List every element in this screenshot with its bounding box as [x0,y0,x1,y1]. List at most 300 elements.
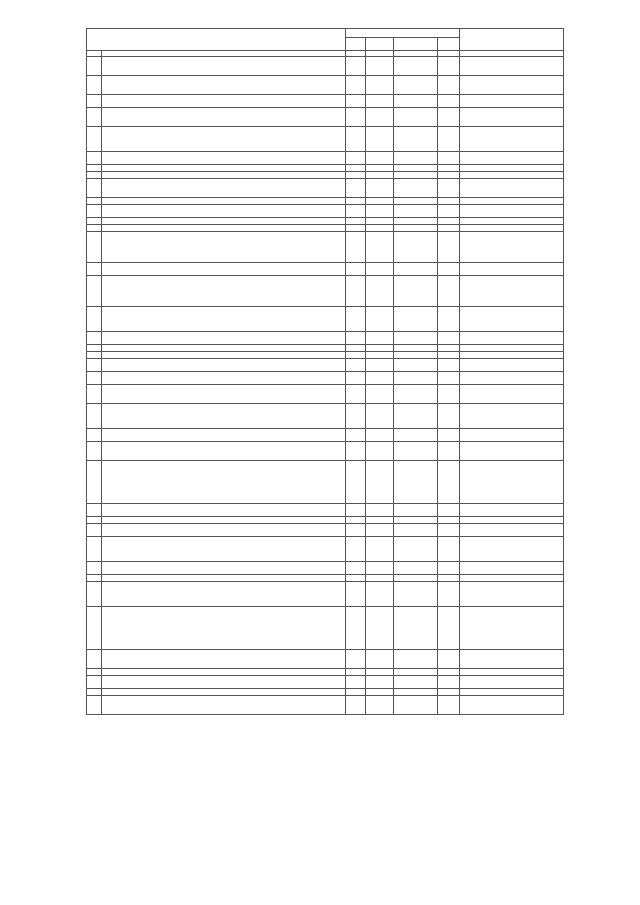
row-grbs [346,127,366,152]
row-section [366,198,394,205]
row-grbs [346,650,366,669]
row-name [102,218,346,225]
row-exp-type [438,429,460,442]
row-margin-cell [87,372,102,385]
row-name [102,307,346,332]
row-name [102,198,346,205]
row-exp-type [438,537,460,562]
row-name [102,676,346,689]
row-grbs [346,562,366,575]
table-row [87,345,564,352]
row-section [366,172,394,179]
row-target [394,442,438,461]
table-subtotal-row [87,517,564,524]
row-exp-type [438,152,460,165]
row-section [366,372,394,385]
row-target [394,232,438,263]
row-section [366,537,394,562]
row-amount [460,669,564,676]
row-section [366,650,394,669]
row-grbs [346,205,366,218]
table-subtotal-row [87,669,564,676]
row-margin-cell [87,172,102,179]
row-target [394,345,438,352]
row-margin-cell [87,669,102,676]
row-section [366,517,394,524]
row-name [102,575,346,582]
row-target [394,676,438,689]
table-row [87,650,564,669]
row-amount [460,198,564,205]
row-target [394,575,438,582]
row-name [102,504,346,517]
row-amount [460,582,564,607]
row-margin-cell [87,218,102,225]
row-name [102,517,346,524]
row-margin-cell [87,205,102,218]
table-row [87,127,564,152]
table-row [87,152,564,165]
row-grbs [346,429,366,442]
row-grbs [346,232,366,263]
row-target [394,172,438,179]
row-name [102,429,346,442]
row-name [102,607,346,650]
table-row [87,95,564,108]
row-amount [460,127,564,152]
row-name [102,179,346,198]
row-margin-cell [87,524,102,537]
row-section [366,345,394,352]
row-target [394,205,438,218]
row-margin-cell [87,95,102,108]
row-target [394,165,438,172]
row-margin-cell [87,689,102,696]
row-amount [460,575,564,582]
row-amount [460,165,564,172]
row-target [394,404,438,429]
row-margin-cell [87,607,102,650]
row-margin-cell [87,152,102,165]
row-name [102,165,346,172]
row-margin-cell [87,179,102,198]
row-grbs [346,575,366,582]
row-section [366,676,394,689]
row-amount [460,179,564,198]
row-amount [460,232,564,263]
row-section [366,276,394,307]
row-margin-cell [87,359,102,372]
table-row [87,461,564,504]
row-section [366,504,394,517]
row-margin-cell [87,225,102,232]
row-section [366,575,394,582]
row-target [394,689,438,696]
row-amount [460,225,564,232]
row-section [366,152,394,165]
table-row [87,225,564,232]
row-target [394,385,438,404]
row-amount [460,696,564,715]
row-name [102,332,346,345]
row-amount [460,263,564,276]
row-exp-type [438,442,460,461]
row-section [366,205,394,218]
row-exp-type [438,582,460,607]
row-target [394,669,438,676]
row-target [394,650,438,669]
row-name [102,172,346,179]
row-amount [460,307,564,332]
row-exp-type [438,372,460,385]
table-row [87,205,564,218]
row-amount [460,332,564,345]
row-name [102,152,346,165]
row-target [394,225,438,232]
row-exp-type [438,307,460,332]
row-section [366,225,394,232]
row-name [102,225,346,232]
row-section [366,179,394,198]
row-target [394,537,438,562]
row-grbs [346,385,366,404]
row-grbs [346,669,366,676]
row-target [394,179,438,198]
row-section [366,263,394,276]
row-margin-cell [87,108,102,127]
row-name [102,372,346,385]
table-row [87,352,564,359]
row-target [394,218,438,225]
row-amount [460,152,564,165]
row-grbs [346,607,366,650]
table-row [87,172,564,179]
row-exp-type [438,385,460,404]
row-amount [460,76,564,95]
row-margin-cell [87,429,102,442]
row-amount [460,404,564,429]
row-grbs [346,198,366,205]
expenditure-table [86,28,564,715]
row-exp-type [438,95,460,108]
row-section [366,76,394,95]
row-margin-cell [87,345,102,352]
row-target [394,332,438,345]
row-exp-type [438,607,460,650]
row-name [102,537,346,562]
row-name [102,232,346,263]
table-row [87,232,564,263]
document-page [86,28,563,715]
row-name [102,263,346,276]
row-exp-type [438,359,460,372]
table-row [87,179,564,198]
table-row [87,76,564,95]
table-row [87,696,564,715]
row-section [366,332,394,345]
row-name [102,461,346,504]
row-amount [460,429,564,442]
row-name [102,385,346,404]
row-exp-type [438,562,460,575]
row-grbs [346,461,366,504]
row-section [366,95,394,108]
row-name [102,345,346,352]
row-margin-cell [87,57,102,76]
row-amount [460,524,564,537]
row-exp-type [438,669,460,676]
header-grbs [346,38,366,51]
row-exp-type [438,504,460,517]
header-amount [460,29,564,51]
row-exp-type [438,332,460,345]
row-amount [460,504,564,517]
row-amount [460,689,564,696]
row-amount [460,461,564,504]
table-subtotal-row [87,218,564,225]
row-exp-type [438,575,460,582]
row-name [102,442,346,461]
row-section [366,57,394,76]
row-margin-cell [87,165,102,172]
row-grbs [346,307,366,332]
row-grbs [346,225,366,232]
row-exp-type [438,76,460,95]
table-row [87,537,564,562]
row-grbs [346,504,366,517]
row-exp-type [438,404,460,429]
row-target [394,76,438,95]
row-grbs [346,352,366,359]
row-grbs [346,517,366,524]
row-name [102,95,346,108]
row-amount [460,276,564,307]
row-margin-cell [87,127,102,152]
row-section [366,218,394,225]
row-margin-cell [87,307,102,332]
row-exp-type [438,524,460,537]
row-exp-type [438,276,460,307]
row-grbs [346,696,366,715]
row-margin-cell [87,696,102,715]
row-margin-cell [87,676,102,689]
table-subtotal-row [87,198,564,205]
table-row [87,676,564,689]
row-target [394,276,438,307]
row-name [102,562,346,575]
row-margin-cell [87,385,102,404]
row-section [366,352,394,359]
row-grbs [346,218,366,225]
row-name [102,127,346,152]
row-grbs [346,76,366,95]
row-margin-cell [87,404,102,429]
table-row [87,524,564,537]
header-codes [346,29,460,38]
header-exp-type [438,38,460,51]
row-exp-type [438,232,460,263]
row-section [366,429,394,442]
row-exp-type [438,263,460,276]
row-margin-cell [87,562,102,575]
row-section [366,307,394,332]
table-row [87,276,564,307]
row-grbs [346,332,366,345]
header-section [366,38,394,51]
row-grbs [346,179,366,198]
row-section [366,461,394,504]
row-margin-cell [87,537,102,562]
row-target [394,108,438,127]
row-exp-type [438,165,460,172]
row-name [102,108,346,127]
row-amount [460,205,564,218]
row-target [394,307,438,332]
row-target [394,127,438,152]
table-row [87,385,564,404]
table-row [87,504,564,517]
row-grbs [346,372,366,385]
row-name [102,205,346,218]
row-name [102,524,346,537]
row-exp-type [438,676,460,689]
table-row [87,429,564,442]
row-target [394,57,438,76]
row-grbs [346,108,366,127]
row-section [366,108,394,127]
row-amount [460,385,564,404]
row-section [366,359,394,372]
row-target [394,582,438,607]
table-row [87,582,564,607]
header-num [87,29,346,51]
row-target [394,352,438,359]
row-amount [460,442,564,461]
table-row [87,108,564,127]
row-exp-type [438,517,460,524]
row-amount [460,562,564,575]
table-row [87,442,564,461]
row-section [366,165,394,172]
row-target [394,524,438,537]
row-section [366,404,394,429]
row-margin-cell [87,232,102,263]
row-target [394,504,438,517]
row-margin-cell [87,575,102,582]
row-exp-type [438,127,460,152]
row-exp-type [438,225,460,232]
row-exp-type [438,172,460,179]
table-row [87,165,564,172]
row-grbs [346,359,366,372]
row-section [366,524,394,537]
row-amount [460,607,564,650]
row-grbs [346,676,366,689]
table-subtotal-row [87,689,564,696]
row-target [394,517,438,524]
row-grbs [346,95,366,108]
row-name [102,76,346,95]
row-amount [460,359,564,372]
row-grbs [346,345,366,352]
row-name [102,359,346,372]
row-amount [460,537,564,562]
table-body [87,57,564,715]
row-target [394,461,438,504]
row-target [394,263,438,276]
row-target [394,359,438,372]
table-row [87,307,564,332]
row-margin-cell [87,76,102,95]
row-exp-type [438,345,460,352]
row-exp-type [438,689,460,696]
row-exp-type [438,696,460,715]
row-amount [460,218,564,225]
row-exp-type [438,218,460,225]
row-amount [460,650,564,669]
row-grbs [346,442,366,461]
row-name [102,689,346,696]
row-section [366,696,394,715]
row-amount [460,517,564,524]
row-section [366,127,394,152]
row-name [102,57,346,76]
row-target [394,198,438,205]
table-row [87,607,564,650]
row-grbs [346,152,366,165]
row-section [366,582,394,607]
table-row [87,359,564,372]
row-amount [460,676,564,689]
row-grbs [346,263,366,276]
row-section [366,669,394,676]
row-margin-cell [87,517,102,524]
row-amount [460,372,564,385]
row-name [102,696,346,715]
row-grbs [346,582,366,607]
row-exp-type [438,352,460,359]
row-section [366,689,394,696]
row-exp-type [438,198,460,205]
row-target [394,429,438,442]
header-target [394,38,438,51]
table-row [87,263,564,276]
row-amount [460,95,564,108]
row-margin-cell [87,263,102,276]
row-exp-type [438,57,460,76]
row-margin-cell [87,461,102,504]
table-row [87,57,564,76]
row-target [394,95,438,108]
row-exp-type [438,179,460,198]
row-exp-type [438,461,460,504]
row-exp-type [438,650,460,669]
table-row [87,372,564,385]
row-margin-cell [87,582,102,607]
row-name [102,352,346,359]
row-name [102,669,346,676]
row-margin-cell [87,198,102,205]
row-name [102,582,346,607]
row-amount [460,345,564,352]
row-target [394,607,438,650]
row-exp-type [438,205,460,218]
table-row [87,562,564,575]
row-exp-type [438,108,460,127]
table-row [87,575,564,582]
row-grbs [346,172,366,179]
row-name [102,276,346,307]
